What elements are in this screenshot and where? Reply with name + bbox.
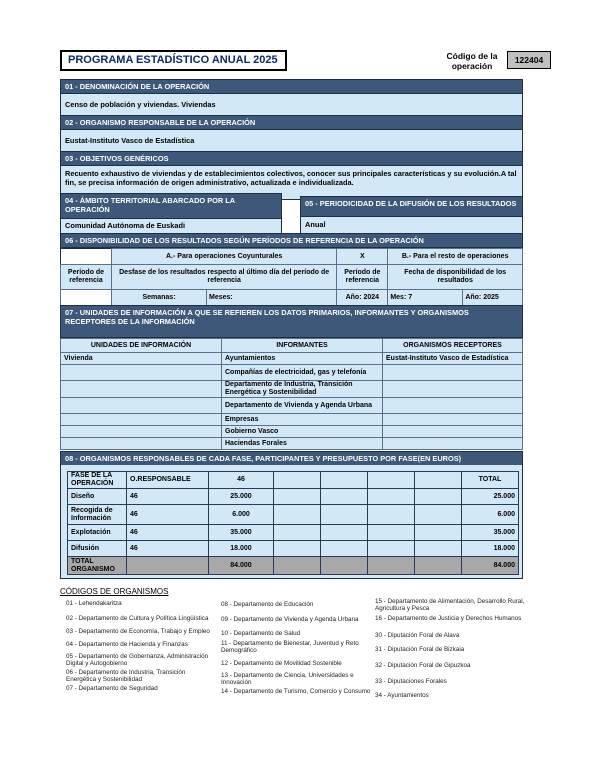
table-row <box>61 353 523 365</box>
organismo-cell <box>383 398 523 414</box>
table-row <box>61 381 523 398</box>
codes-title: CÓDIGOS DE ORGANISMOS <box>60 587 169 596</box>
mes-label: Mes: 7 <box>388 290 463 306</box>
periodo-a: Período de referencia <box>61 265 112 290</box>
code-item: 31 - Diputación Foral de Bizkaia <box>375 646 465 653</box>
code-label: Código de la operación <box>446 51 498 71</box>
fase-cell: Recogida de Información <box>68 505 127 525</box>
total-row <box>68 557 519 575</box>
unidad-cell <box>61 438 222 450</box>
period-a-label: A.- Para operaciones Coyunturales <box>112 249 337 265</box>
section-06-title: 06 - DISPONIBILIDAD DE LOS RESULTADOS SEGÚN PERÍODOS DE REFERENCIA DE LA OPERACIÓN <box>60 233 523 248</box>
meses-label: Meses: <box>207 290 337 306</box>
section-01-value: Censo de población y viviendas. Viviendas <box>60 94 523 123</box>
value-cell: 35.000 <box>209 525 274 541</box>
code-item: 06 - Departamento de Industria, Transición Energética y Sostenibilidad <box>66 669 186 684</box>
section-01-title: 01 - DENOMINACIÓN DE LA OPERACIÓN <box>60 79 523 94</box>
fase-label: FASE DE LA OPERACIÓN <box>68 472 127 489</box>
code-item: 10 - Departamento de Salud <box>221 630 301 637</box>
col-organismos: ORGANISMOS RECEPTORES <box>383 339 523 353</box>
section-05-title: 05 - PERIODICIDAD DE LA DIFUSIÓN DE LOS RESULTADOS <box>300 196 523 217</box>
section-04-value: Comunidad Autónoma de Euskadi <box>60 219 282 241</box>
table-row <box>68 541 519 557</box>
fecha-label: Fecha de disponibilidad de los resultados <box>388 265 523 290</box>
section-03-title: 03 - OBJETIVOS GENÉRICOS <box>60 151 523 166</box>
informante-cell: Departamento de Industria, Transición Energética y Sostenibilidad <box>222 381 383 398</box>
org-code: 46 <box>209 472 274 489</box>
col-informantes: INFORMANTES <box>222 339 383 353</box>
code-item: 05 - Departamento de Gobernanza, Administración Digital y Autogobierno <box>66 653 209 668</box>
value-cell: 18.000 <box>209 541 274 557</box>
code-item: 16 - Departamento de Justicia y Derechos Humanos <box>375 615 522 622</box>
codes-col-3 <box>375 598 525 704</box>
total-cell: 6.000 <box>462 505 519 525</box>
desfase-label: Desfase de los resultados respecto al último día del período de referencia <box>112 265 337 290</box>
informante-cell: Departamento de Vivienda y Agenda Urbana <box>222 398 383 414</box>
table-row <box>61 365 523 381</box>
total-label: TOTAL <box>462 472 519 489</box>
code-item: 11 - Departamento de Bienestar, Juventud y Reto Demográfico <box>221 640 359 655</box>
organismo-cell <box>383 365 523 381</box>
anio2-label: Año: 2025 <box>463 290 523 306</box>
value-cell: 25.000 <box>209 489 274 505</box>
section-07 <box>60 305 523 450</box>
code-item: 03 - Departamento de Economía, Trabajo y Empleo <box>66 628 210 635</box>
unidad-cell <box>61 414 222 426</box>
organismo-cell: Eustat-Instituto Vasco de Estadística <box>383 353 523 365</box>
code-item: 13 - Departamento de Ciencia, Universidades e Innovación <box>221 672 354 687</box>
organismo-cell <box>383 414 523 426</box>
table-row <box>68 525 519 541</box>
organismo-cell <box>383 438 523 450</box>
col-unidades: UNIDADES DE INFORMACIÓN <box>61 339 222 353</box>
organismo-cell <box>383 426 523 438</box>
anio-label: Año: 2024 <box>337 290 388 306</box>
section-03-value: Recuento exhaustivo de viviendas y de establecimientos colectivos, conocer sus principales características y su evolución.A tal fin, se precisa información de origen administrativo, actualizada e individualizada. <box>60 166 523 200</box>
resp-cell: 46 <box>127 489 209 505</box>
table-row <box>61 414 523 426</box>
informante-cell: Gobierno Vasco <box>222 426 383 438</box>
code-item: 32 - Diputación Foral de Gipuzkoa <box>375 662 471 669</box>
resp-label: O.RESPONSABLE <box>127 472 209 489</box>
total-organismo-value: 84.000 <box>209 557 274 575</box>
unidad-cell: Vivienda <box>61 353 222 365</box>
total-cell: 25.000 <box>462 489 519 505</box>
semanas-label: Semanas: <box>112 290 207 306</box>
section-05-value: Anual <box>300 217 523 241</box>
page-title: PROGRAMA ESTADÍSTICO ANUAL 2025 <box>60 50 287 71</box>
section-06 <box>60 233 523 306</box>
fase-cell: Explotación <box>68 525 127 541</box>
informante-cell: Ayuntamientos <box>222 353 383 365</box>
code-item: 01 - Lehendakaritza <box>66 600 122 607</box>
section-07-title: 07 - UNIDADES DE INFORMACIÓN A QUE SE REFIEREN LOS DATOS PRIMARIOS, INFORMANTES Y ORGANISMOS RECEPTORES DE LA INFORMACIÓN <box>60 305 523 338</box>
code-item: 34 - Ayuntamientos <box>375 692 429 699</box>
table-row <box>61 438 523 450</box>
resp-cell: 46 <box>127 505 209 525</box>
section-02-value: Eustat-Instituto Vasco de Estadística <box>60 130 523 159</box>
resp-cell: 46 <box>127 541 209 557</box>
informante-cell: Compañías de electricidad, gas y telefonía <box>222 365 383 381</box>
code-item: 15 - Departamento de Alimentación, Desarrollo Rural, Agricultura y Pesca <box>375 598 525 613</box>
code-item: 04 - Departamento de Hacienda y Finanzas <box>66 641 188 648</box>
section-04-title: 04 - ÁMBITO TERRITORIAL ABARCADO POR LA OPERACIÓN <box>60 193 282 219</box>
fase-cell: Diseño <box>68 489 127 505</box>
unidad-cell <box>61 398 222 414</box>
unidad-cell <box>61 381 222 398</box>
code-item: 14 - Departamento de Turismo, Comercio y Consumo <box>221 688 371 695</box>
table-row <box>61 426 523 438</box>
fase-cell: Difusión <box>68 541 127 557</box>
table-row <box>61 398 523 414</box>
code-item: 09 - Departamento de Vivienda y Agenda Urbana <box>221 616 359 623</box>
period-b-label: B.- Para el resto de operaciones <box>388 249 523 265</box>
informante-cell: Empresas <box>222 414 383 426</box>
value-cell: 6.000 <box>209 505 274 525</box>
table-row <box>68 505 519 525</box>
code-item: 02 - Departamento de Cultura y Política Lingüística <box>66 615 209 622</box>
unidad-cell <box>61 426 222 438</box>
code-item: 08 - Departamento de Educación <box>221 601 314 608</box>
section-02-title: 02 - ORGANISMO RESPONSABLE DE LA OPERACIÓN <box>60 115 523 130</box>
informante-cell: Haciendas Forales <box>222 438 383 450</box>
organismo-cell <box>383 381 523 398</box>
period-mark: X <box>337 249 388 265</box>
total-organismo-label: TOTAL ORGANISMO <box>68 557 127 575</box>
code-item: 30 - Diputación Foral de Alava <box>375 632 460 639</box>
codes-col-1 <box>66 600 216 697</box>
unidad-cell <box>61 365 222 381</box>
codes-col-2 <box>221 601 371 704</box>
table-row <box>68 489 519 505</box>
code-item: 12 - Departamento de Movilidad Sostenible <box>221 660 342 667</box>
code-value: 122404 <box>507 51 551 69</box>
section-08 <box>60 451 523 579</box>
total-organismo-total: 84.000 <box>462 557 519 575</box>
code-item: 07 - Departamento de Seguridad <box>66 685 158 692</box>
total-cell: 35.000 <box>462 525 519 541</box>
resp-cell: 46 <box>127 525 209 541</box>
code-item: 33 - Diputaciones Forales <box>375 678 447 685</box>
periodo-b: Período de referencia <box>337 265 388 290</box>
section-08-title: 08 - ORGANISMOS RESPONSABLES DE CADA FASE, PARTICIPANTES Y PRESUPUESTO POR FASE(EN EUROS) <box>61 452 522 465</box>
total-cell: 18.000 <box>462 541 519 557</box>
